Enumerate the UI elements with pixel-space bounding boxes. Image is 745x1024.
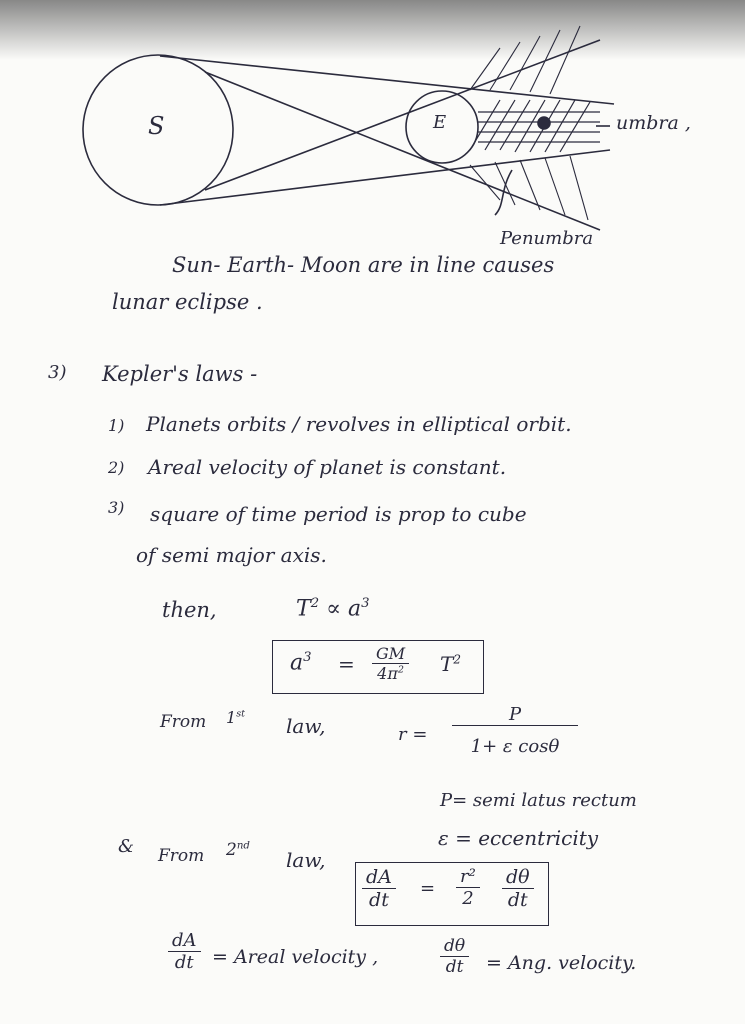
first-law-fraction — [452, 704, 578, 757]
law-1-number: 1) — [108, 416, 125, 435]
formula1-a-exp: 3 — [303, 650, 312, 665]
footer-dtheta-num: dθ — [440, 936, 469, 957]
first-law-word: law, — [286, 714, 326, 738]
second-law-lhs-den: dt — [369, 889, 389, 911]
first-law-r-equals: r = — [398, 724, 428, 745]
umbra-hatching — [470, 100, 600, 152]
footer-dA-fraction — [168, 930, 201, 973]
formula1-a: a — [290, 650, 304, 676]
proportionality — [296, 596, 369, 621]
second-law-word: law, — [286, 848, 326, 872]
penumbra-hatching — [470, 26, 588, 220]
formula1-fraction — [372, 644, 409, 683]
second-law-r-den: 2 — [462, 888, 474, 909]
proportionality-T: T — [296, 596, 311, 622]
second-law-equals: = — [420, 878, 436, 899]
outer-ray-top — [160, 56, 614, 104]
first-law-ordinal-sup: st — [236, 708, 245, 720]
formula1-num: GM — [372, 644, 409, 664]
law-3-number: 3) — [108, 498, 125, 517]
formula1-den — [372, 664, 409, 683]
footer-dtheta-fraction — [440, 936, 469, 977]
penumbra-label: Penumbra — [500, 228, 594, 249]
law-2-text: Areal velocity of planet is constant. — [148, 455, 507, 479]
formula1-T-exp: 2 — [453, 652, 461, 667]
proportionality-a-exp: 3 — [361, 596, 370, 611]
formula1-den-text: 4π — [377, 664, 398, 683]
section-number: 3) — [48, 362, 67, 383]
second-law-r-num: r² — [456, 866, 480, 888]
formula1-den-exp: 2 — [397, 664, 404, 676]
def-semi-latus-rectum: P= semi latus rectum — [440, 790, 637, 811]
then-label: then, — [162, 598, 217, 622]
footer-dA-num: dA — [168, 930, 201, 952]
footer-ang-velocity: = Ang. velocity. — [486, 952, 637, 974]
law-3-continuation: of semi major axis. — [136, 543, 327, 567]
formula1-lhs — [290, 650, 312, 675]
law-2-number: 2) — [108, 458, 125, 477]
proportionality-a: ∝ a — [326, 596, 362, 622]
first-law-ordinal-num: 1 — [226, 708, 237, 727]
footer-areal-velocity: = Areal velocity , — [212, 946, 379, 968]
caption-line-2: lunar eclipse . — [112, 290, 263, 314]
first-law-num: P — [452, 704, 578, 726]
second-law-r-fraction — [456, 866, 480, 909]
footer-dA-den: dt — [174, 952, 194, 973]
second-law-theta-den: dt — [507, 889, 528, 911]
inner-ray-2 — [205, 40, 600, 190]
section-heading: Kepler's laws - — [102, 362, 258, 386]
second-law-ordinal — [226, 840, 250, 860]
moon-dot — [538, 117, 550, 129]
second-law-lhs — [362, 866, 396, 911]
second-law-theta-fraction — [502, 866, 534, 911]
caption-line-1: Sun- Earth- Moon are in line causes — [172, 253, 555, 277]
formula1-rhs — [440, 652, 461, 676]
second-law-theta-num: dθ — [502, 866, 534, 889]
sun-label: S — [148, 112, 165, 140]
second-law-ordinal-sup: nd — [236, 840, 250, 852]
formula1-T: T — [440, 652, 454, 676]
formula1-equals: = — [338, 652, 355, 676]
proportionality-T-exp: 2 — [310, 596, 320, 611]
second-law-lhs-num: dA — [362, 866, 396, 889]
second-law-from: From — [158, 846, 205, 866]
first-law-den: 1+ ε cosθ — [470, 736, 560, 757]
footer-dtheta-den: dt — [445, 957, 464, 977]
umbra-label: umbra , — [616, 112, 691, 134]
second-law-ordinal-num: 2 — [226, 840, 237, 860]
law-3-text: square of time period is prop to cube — [150, 502, 527, 526]
first-law-from: From — [160, 712, 207, 732]
first-law-ordinal — [226, 708, 245, 727]
earth-label: E — [433, 112, 447, 133]
second-law-amp: & — [118, 836, 135, 857]
def-eccentricity: ε = eccentricity — [438, 826, 599, 850]
law-1-text: Planets orbits / revolves in elliptical orbit. — [146, 412, 572, 436]
